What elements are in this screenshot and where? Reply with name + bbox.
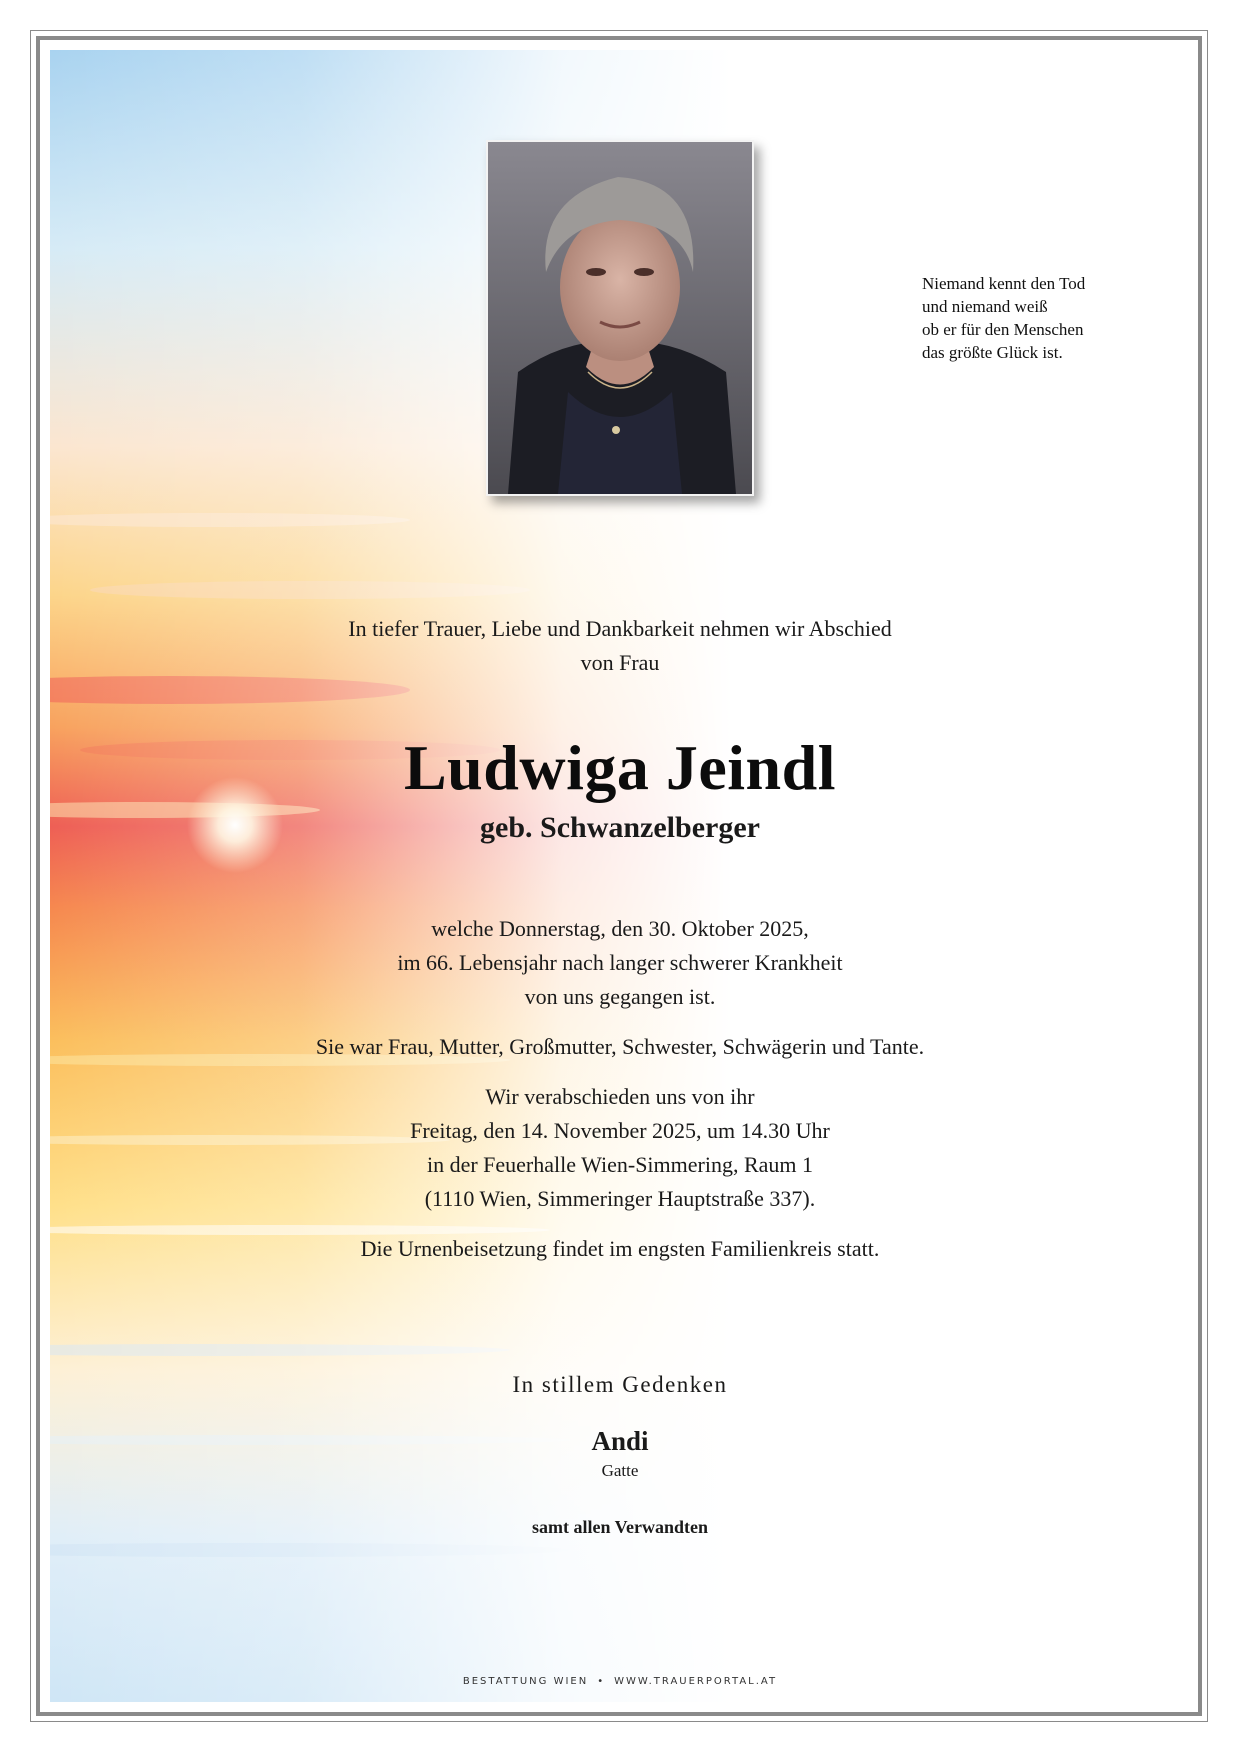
portrait-photo [486, 140, 754, 496]
memorial-verse [922, 272, 1142, 364]
farewell-line: in der Feuerhalle Wien-Simmering, Raum 1 [426, 1152, 814, 1177]
obituary-details [200, 912, 1040, 1266]
footer [200, 1676, 1040, 1687]
footer-company: BESTATTUNG WIEN [462, 1676, 589, 1687]
footer-website-link[interactable]: WWW.TRAUERPORTAL.AT [614, 1676, 778, 1687]
death-line: von uns gegangen ist. [524, 984, 716, 1009]
relatives-text: samt allen Verwandten [531, 1517, 708, 1537]
footer-separator: • [597, 1676, 606, 1687]
urn-line: Die Urnenbeisetzung findet im engsten Familienkreis statt. [360, 1236, 880, 1261]
farewell-line: (1110 Wien, Simmeringer Hauptstraße 337). [424, 1186, 816, 1211]
verse-line: Niemand kennt den Tod [922, 274, 1086, 293]
intro-line: von Frau [580, 650, 660, 675]
farewell-line: Freitag, den 14. November 2025, um 14.30 Uhr [410, 1118, 830, 1143]
death-line: im 66. Lebensjahr nach langer schwerer Krankheit [397, 950, 843, 975]
maiden-name: geb. Schwanzelberger [480, 811, 760, 844]
farewell-line: Wir verabschieden uns von ihr [485, 1084, 755, 1109]
verse-line: und niemand weiß [922, 297, 1048, 316]
death-line: welche Donnerstag, den 30. Oktober 2025, [431, 916, 809, 941]
verse-line: ob er für den Menschen [922, 320, 1084, 339]
intro-text [200, 612, 1040, 680]
deceased-name: Ludwiga Jeindl [403, 732, 837, 803]
signer-role: Gatte [601, 1461, 639, 1480]
verse-line: das größte Glück ist. [922, 343, 1063, 362]
remembrance-text: In stillem Gedenken [512, 1372, 728, 1397]
signer-name: Andi [591, 1426, 649, 1456]
family-line: Sie war Frau, Mutter, Großmutter, Schwester, Schwägerin und Tante. [315, 1034, 925, 1059]
intro-line: In tiefer Trauer, Liebe und Dankbarkeit nehmen wir Abschied [348, 616, 892, 641]
